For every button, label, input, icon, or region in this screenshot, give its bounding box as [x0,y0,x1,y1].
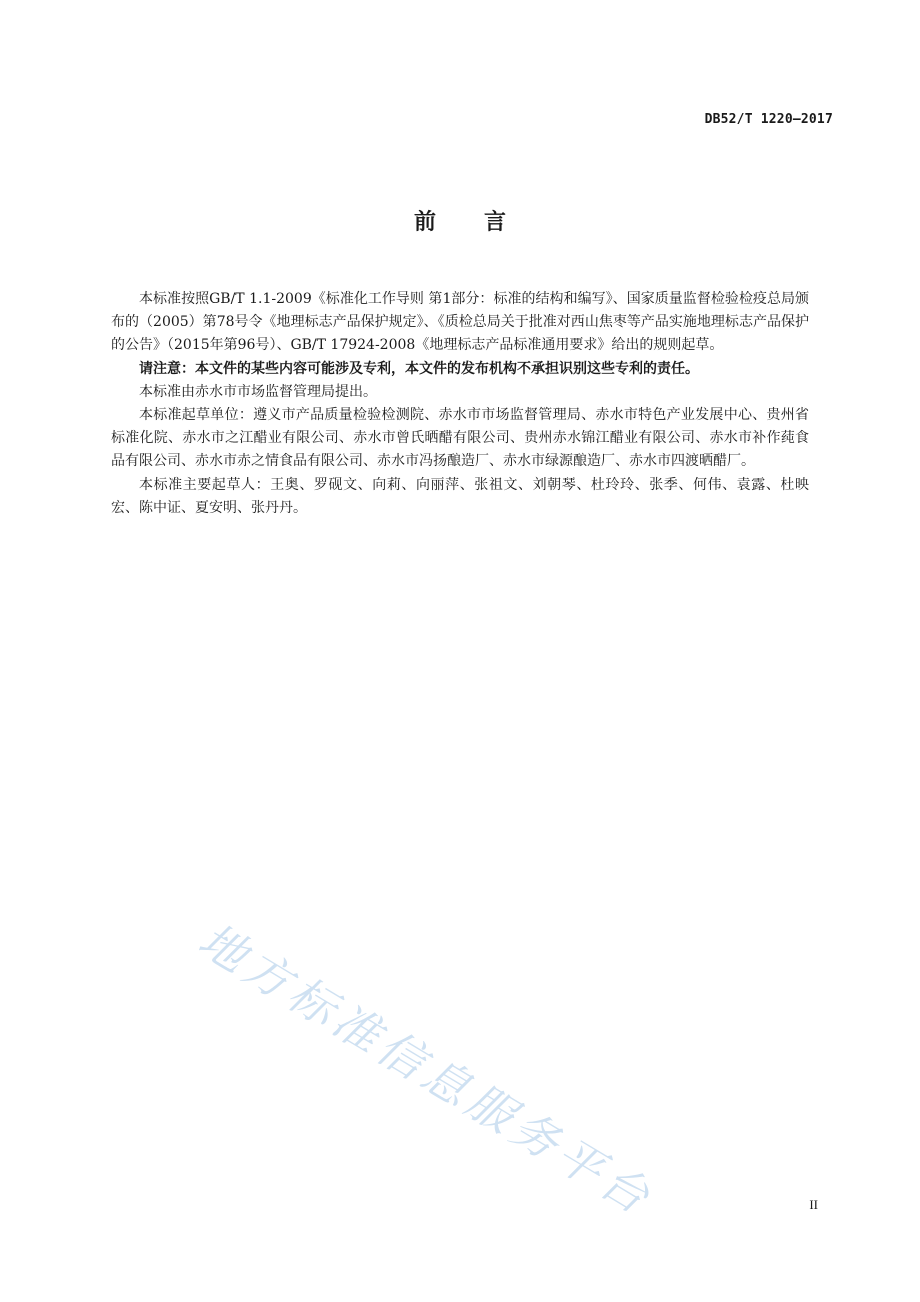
watermark: 地方标准信息服务平台 [189,912,664,1227]
paragraph-drafting-rules: 本标准按照GB/T 1.1-2009《标准化工作导则 第1部分：标准的结构和编写》、国家质量监督检验检疫总局颁布的（2005）第78号令《地理标志产品保护规定》、《质检总局关于批准对西山焦枣等产品实施地理标志产品保护的公告》（2015年第96号）、GB/T 17924-2008《地理标志产品标准通用要求》给出的规则起草。 [111,291,809,354]
paragraph-drafting-units: 本标准起草单位：遵义市产品质量检验检测院、赤水市市场监督管理局、赤水市特色产业发展中心、贵州省标准化院、赤水市之江醋业有限公司、赤水市曾氏晒醋有限公司、贵州赤水锦江醋业有限公司、赤水市补作莼食品有限公司、赤水市赤之情食品有限公司、赤水市冯扬酿造厂、赤水市绿源酿造厂、赤水市四渡晒醋厂。 [111,407,809,470]
document-code: DB52/T 1220—2017 [704,112,833,127]
section-title: 前言 [413,210,554,235]
paragraph-proposer: 本标准由赤水市市场监督管理局提出。 [139,383,377,400]
page-number: II [809,1197,818,1212]
paragraph-drafters: 本标准主要起草人：王奥、罗砚文、向莉、向丽萍、张祖文、刘朝琴、杜玲玲、张季、何伟、袁露、杜映宏、陈中证、夏安明、张丹丹。 [111,476,809,516]
body-text [111,288,809,520]
paragraph-patent-notice: 请注意：本文件的某些内容可能涉及专利，本文件的发布机构不承担识别这些专利的责任。 [139,360,699,377]
